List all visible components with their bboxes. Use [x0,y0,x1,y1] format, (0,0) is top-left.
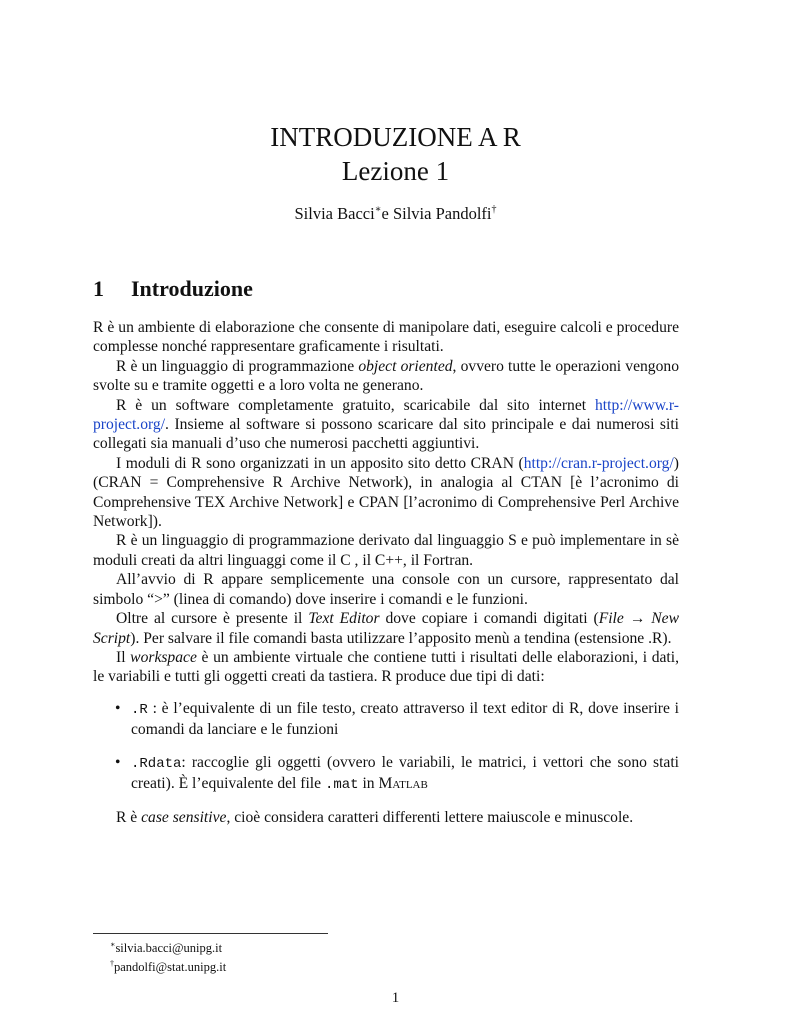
paragraph-4-text-a: I moduli di R sono organizzati in un apposito sito detto CRAN ( [116,454,524,472]
paragraph-2 [93,357,679,396]
paragraph-3-text-b: . Insieme al software si possono scaricare dal sito principale e dai numerosi siti collegati sia manuali d’uso che numerosi pacchetti aggiuntivi. [93,416,679,453]
paragraph-3-text-a: R è un software completamente gratuito, scaricabile dal sito internet [116,396,595,414]
r-project-link[interactable]: http://www.r-project.org/ [93,396,679,434]
list-item-text-b: in [358,774,379,792]
paragraph-8-text-b: è un ambiente virtuale che contiene tutti i risultati delle elaborazioni, i dati, le variabili e tutti gli oggetti creati da tastiera. R produce due tipi di dati: [93,648,679,686]
list-item [93,699,679,740]
footnote-1-mark: ∗ [110,940,116,949]
footnote-2-email: pandolfi@stat.unipg.it [114,960,227,974]
paragraph-1: R è un ambiente di elaborazione che consente di manipolare dati, eseguire calcoli e procedure complesse nonché rappresentare graficamente i risultati. [93,319,679,356]
paragraph-2-text-a: R è un linguaggio di programmazione [116,357,359,375]
title-line-1: INTRODUZIONE A R [270,122,521,152]
cran-link[interactable]: http://cran.r-project.org/ [523,454,674,472]
author-2: Silvia Pandolfi [392,204,492,223]
bullet-icon: • [115,699,121,717]
list-item-code: .Rdata [131,755,182,772]
footnote-2 [93,956,226,975]
list-item-code: .R [131,701,148,718]
paragraph-8 [93,648,679,687]
list-item-text: : è l’equivalente di un file testo, creato attraverso il text editor di R, dove inserire i comandi da lanciare e le funzioni [131,699,679,739]
footnote-mark-1: ∗ [374,204,382,215]
paragraph-7-text-a: Oltre al cursore è presente il [116,610,309,628]
paragraph-5: R è un linguaggio di programmazione derivato dal linguaggio S e può implementare in sè moduli creati da altri linguaggi come il C , il C++, il Fortran. [93,532,679,569]
paragraph-7-emphasis-1: Text Editor [308,610,380,628]
paragraph-7-emphasis-2: File → New Script [93,610,679,647]
footnote-1-email: silvia.bacci@unipg.it [115,941,223,955]
section-title: Introduzione [131,276,253,301]
paragraph-4-text-b: ) (CRAN = Comprehensive R Archive Network), in analogia al CTAN [è l’acronimo di Comprehensive TEX Archive Network] e CPAN [l’acronimo di Comprehensive Perl Archive Network]). [93,454,679,531]
paragraph-3 [93,396,679,454]
list-item-code-2: .mat [324,776,359,793]
paragraph-7-text-c: ). Per salvare il file comandi basta utilizzare l’apposito menù a tendina (estensione .R). [130,629,672,647]
paragraph-4 [93,454,679,532]
data-types-list [93,699,679,796]
paragraph-7-text-b: dove copiare i comandi digitati ( [379,610,599,628]
paragraph-9-text-b: , cioè considera caratteri differenti lettere maiuscole e minuscole. [226,809,634,827]
body-text [93,318,679,828]
footnotes [93,937,226,975]
paragraph-2-text-b: , ovvero tutte le operazioni vengono svolte su e tramite oggetti e a loro volta ne generano. [93,357,679,395]
authors-line [0,204,791,224]
section-heading [93,276,253,302]
author-conjunction: e [381,204,393,223]
bullet-icon: • [115,753,121,771]
footnote-1 [93,937,226,956]
paper-title [0,120,791,188]
author-1: Silvia Bacci [294,204,375,223]
footnote-divider [93,933,328,934]
title-line-2: Lezione 1 [341,156,450,186]
footnote-mark-2: † [491,204,497,215]
paragraph-8-text-a: Il [116,648,131,666]
paragraph-9 [93,808,679,827]
section-number: 1 [93,276,104,301]
list-item-small-caps: Matlab [378,774,428,792]
footnote-2-mark: † [110,959,114,968]
paragraph-8-emphasis: workspace [130,648,197,666]
paragraph-7 [93,609,679,648]
paragraph-9-emphasis: case sensitive [141,809,227,827]
paragraph-9-text-a: R è [116,809,142,827]
paragraph-6: All’avvio di R appare semplicemente una console con un cursore, rappresentato dal simbolo “>” (linea di comando) dove inserire i comandi e le funzioni. [93,571,679,608]
list-item [93,753,679,796]
list-item-text-a: : raccoglie gli oggetti (ovvero le variabili, le matrici, i vettori che sono stati creati). È l’equivalente del file [131,753,679,792]
page-number: 1 [391,990,400,1006]
paragraph-2-emphasis: object oriented [358,357,453,375]
